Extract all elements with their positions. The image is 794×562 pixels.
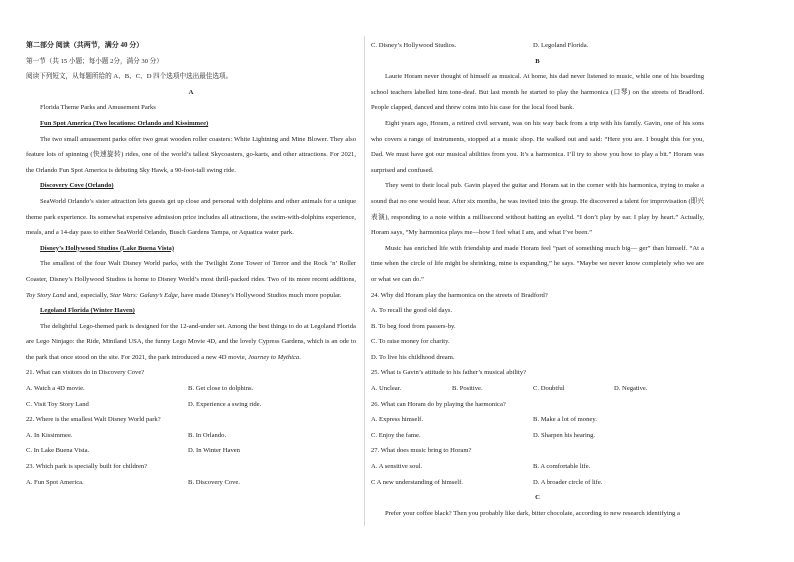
q23-option-a: A. Fun Spot America. [26, 478, 84, 486]
park3-heading: Disney’s Hollywood Studios (Lake Buena Vista) [40, 244, 175, 252]
part-title: 第二部分 阅读（共两节，满分 40 分） [26, 41, 144, 49]
q25-option-a: A. Unclear. [371, 385, 402, 393]
passage-c-letter: C [535, 494, 540, 502]
q24-option-a: A. To recall the good old days. [371, 307, 453, 315]
park1-heading: Fun Spot America (Two locations: Orlando and Kissimmee) [40, 119, 209, 127]
q27-option-c: C A new understanding of himself. [371, 478, 463, 486]
q21-option-b: B. Get close to dolphins. [188, 385, 254, 393]
q23-option-d: D. Legoland Florida. [533, 42, 589, 49]
section-info: 第一节（共 15 小题；每小题 2分，满分 30 分） [26, 57, 163, 65]
passage-a-title: Florida Theme Parks and Amusement Parks [40, 104, 156, 112]
left-column [26, 38, 356, 490]
q27-option-a: A. A sensitive soul. [371, 463, 423, 471]
q26-option-d: D. Sharpen his hearing. [533, 431, 596, 439]
passage-b-paragraph-3: They went to their local pub. Gavin played the guitar and Horam sat in the corner with his harmonica, trying to make a sound that no one would hear. After six months, he was invited into the group. He discovered a talent for improvisation (即兴表演), responding to a note within a millisecond without batting an eyelid. “I don’t play by ear. I play by heart.” Actually, Horam says, “My harmonica plays me—how I feel what I am, and what I’ve been.” [371, 182, 704, 237]
park4-text: The delightful Lego-themed park is designed for the 12-and-under set. Among the best things to do at Legoland Florida are Lego Ninjago: the Ride, Miniland USA, the funny Lego Movie 4D, and the lovely Cypress Gardens, which is an ode to the park that once stood on the site. For 2021, the park introduced a new 4D movie, Journey to Mythica. [26, 322, 356, 361]
q24-option-d: D. To live his childhood dream. [371, 353, 455, 361]
q22-option-d: D. In Winter Haven [188, 447, 240, 455]
q23-option-b: B. Discovery Cove. [188, 478, 241, 486]
question-21: 21. What can visitors do in Discovery Cove? [26, 369, 145, 377]
q26-option-b: B. Make a lot of money. [533, 416, 597, 424]
q24-option-b: B. To beg food from passers-by. [371, 322, 456, 330]
passage-b-paragraph-1: Laurie Horam never thought of himself as musical. At home, his dad never listened to music, while one of his boarding school teachers labelled him tone-deaf. But last month he started to play the harmonica (口琴) on the streets of Bradford. People clapped, danced and threw coins into his case for the local food bank. [371, 73, 704, 112]
q25-option-b: B. Positive. [452, 385, 483, 393]
question-23: 23. Which park is specially built for children? [26, 463, 148, 471]
column-divider [364, 36, 365, 526]
park1-text: The two small amusement parks offer two great wooden roller coasters: White Lightning and Mine Blower. They also feature lots of spinning (快速旋转) rides, one of the world’s tallest Skycoasters, go-karts, and other attractions. For 2021, the Orlando Fun Spot America is debuting Sky Hawk, a 90-foot-tall swing ride. [26, 135, 356, 174]
park3-text: The smallest of the four Walt Disney World parks, with the Twilight Zone Tower of Terror and the Rock ’n’ Roller Coaster, Disney’s Hollywood Studios is home to Disney World’s most thrill-packed rides. Two of its more recent additions, Toy Story Land and, especially, Star Wars: Galaxy’s Edge, have made Disney’s Hollywood Studios much more popular. [26, 260, 356, 299]
question-25: 25. What is Gavin’s attitude to his father’s musical ability? [371, 369, 527, 377]
q21-option-c: C. Visit Toy Story Land [26, 400, 89, 408]
passage-c-paragraph-1: Prefer your coffee black? Then you probably like dark, bitter chocolate, according to new research identifying a [385, 509, 680, 517]
q26-option-c: C. Enjoy the fame. [371, 431, 421, 439]
q22-option-c: C. In Lake Buena Vista. [26, 447, 90, 455]
passage-a-letter: A [188, 88, 194, 96]
q23-option-c: C. Disney’s Hollywood Studios. [371, 42, 457, 49]
q27-option-b: B. A comfortable life. [533, 463, 591, 471]
passage-b-paragraph-2: Eight years ago, Horam, a retired civil servant, was on his way back from a trip with his family. Gavin, one of his sons who covers a range of instruments, stopped at a music shop. He walked out and said: “Here you are. I bought this for you, Dad. We must have got our musical abilities from you. It’s a harmonica. I’ll try to show you how to play a bit.” Horam was surprised and confused. [371, 119, 704, 174]
park4-heading: Legoland Florida (Winter Haven) [40, 307, 135, 315]
passage-b-letter: B [535, 57, 540, 65]
q27-option-d: D. A broader circle of life. [533, 478, 603, 486]
park2-text: SeaWorld Orlando’s sister attraction lets guests get up close and personal with dolphins and other animals for a unique theme park experience. Its somewhat expensive admission price includes all attractions, the swim-with-dolphins experience, meals, and a 14-day pass to either SeaWorld Orlando, Busch Gardens Tampa, or Aquatica water park. [26, 197, 356, 237]
park2-heading: Discovery Cove (Orlando) [40, 182, 114, 190]
q22-option-a: A. In Kissimmee. [26, 431, 73, 439]
question-22: 22. Where is the smallest Walt Disney World park? [26, 416, 161, 424]
q26-option-a: A. Express himself. [371, 416, 424, 424]
instructions: 阅读下列短文，从每题所给的 A、B、C、D 四个选项中选出最佳选项。 [26, 73, 233, 81]
q21-option-a: A. Watch a 4D movie. [26, 385, 85, 393]
right-column [371, 38, 704, 521]
question-27: 27. What does music bring to Horam? [371, 447, 472, 455]
question-24: 24. Why did Horam play the harmonica on the streets of Bradford? [371, 291, 548, 299]
question-26: 26. What can Horam do by playing the harmonica? [371, 400, 506, 408]
q25-option-c: C. Doubtful [533, 385, 565, 393]
passage-b-paragraph-4: Music has enriched life with friendship and made Horam feel “part of something much big— ger” than himself. “At a time when the circle of life might be shrinking, mine is expanding,” he says. “Maybe we never know completely who we are or what we can do.” [371, 244, 704, 283]
q24-option-c: C. To raise money for charity. [371, 338, 450, 346]
q21-option-d: D. Experience a swing ride. [188, 400, 262, 408]
q22-option-b: B. In Orlando. [188, 431, 227, 439]
q25-option-d: D. Negative. [614, 385, 648, 393]
